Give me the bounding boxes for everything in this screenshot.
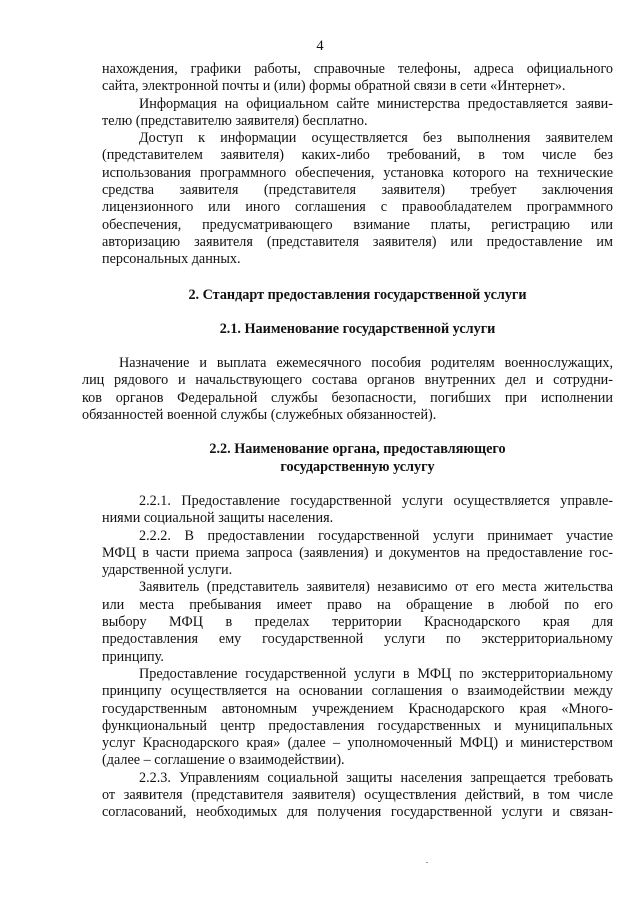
text-line: (далее – соглашение о взаимодействии).	[102, 752, 345, 769]
section-heading-2: 2. Стандарт предоставления государственной услуги	[188, 286, 527, 303]
mfc-paragraph	[102, 666, 613, 770]
scan-speck	[426, 862, 428, 863]
text-line: Предоставление государственной услуги в МФЦ по экстерриториальному	[139, 665, 613, 682]
text-line: 2.2.2. В предоставлении государственной услуги принимает участие	[139, 527, 613, 544]
applicant-paragraph	[102, 579, 613, 665]
paragraph-2-2-2	[102, 528, 613, 580]
text-line: лиц рядового и начальствующего состава органов внутренних дел и сотрудни-	[82, 372, 613, 389]
text-line: лицензионного или иного соглашения с правообладателем программного	[102, 199, 613, 216]
text-line: Доступ к информации осуществляется без выполнения заявителем	[139, 130, 613, 147]
service-name-paragraph	[82, 355, 613, 424]
text-line: функциональный центр предоставления государственных и муниципальных	[102, 717, 613, 734]
page-content	[82, 61, 613, 822]
text-line: предоставления ему государственной услуги по экстерриториальному	[102, 631, 613, 648]
text-line: средства заявителя (представителя заявителя) требует заключения	[102, 182, 613, 199]
free-info-paragraph	[102, 96, 613, 131]
text-line: принципу осуществляется на основании соглашения о взаимодействии между	[102, 683, 613, 700]
text-line: ниями социальной защиты населения.	[102, 510, 334, 527]
paragraph-2-2-3	[102, 770, 613, 822]
text-line: обеспечения, предусматривающего взимание платы, регистрацию или	[102, 216, 613, 233]
text-line: от заявителя (представителя заявителя) осуществления действий, в том числе	[102, 786, 613, 803]
text-line: ков органов Федеральной службы безопасности, погибших при исполнении	[82, 389, 613, 406]
text-line: использования программного обеспечения, установка которого на технические	[102, 164, 613, 181]
text-line: государственным автономным учреждением Краснодарского края «Много-	[102, 700, 613, 717]
text-line: принципу.	[102, 648, 164, 665]
text-line: 2.2.3. Управлениям социальной защиты населения запрещается требовать	[139, 769, 613, 786]
text-line: 2.2.1. Предоставление государственной услуги осуществляется управле-	[139, 492, 613, 509]
text-line: согласований, необходимых для получения государственной услуги и связан-	[102, 804, 613, 821]
text-line: сайта, электронной почты и (или) формы обратной связи в сети «Интернет».	[102, 78, 566, 95]
text-line: нахождения, графики работы, справочные телефоны, адреса официального	[102, 61, 613, 77]
text-line: МФЦ в части приема запроса (заявления) и документов на предоставление гос-	[102, 544, 613, 561]
paragraph-2-2-1	[102, 493, 613, 528]
text-line: или места пребывания имеет право на обращение в любой по его	[102, 596, 613, 613]
text-line: Заявитель (представитель заявителя) независимо от его места жительства	[139, 579, 613, 596]
section-heading-2-2-line2: государственную услугу	[280, 458, 435, 475]
access-paragraph	[102, 130, 613, 268]
intro-paragraph	[102, 61, 613, 96]
section-heading-2-2-line1: 2.2. Наименование органа, предоставляющего	[209, 441, 506, 458]
text-line: обязанностей военной службы (служебных обязанностей).	[82, 407, 437, 424]
text-line: выбору МФЦ в пределах территории Краснодарского края для	[102, 614, 613, 631]
text-line: Информация на официальном сайте министерства предоставляется заяви-	[139, 95, 613, 112]
text-line: (представителем заявителя) каких-либо требований, в том числе без	[102, 147, 613, 164]
text-line: телю (представителю заявителя) бесплатно.	[102, 112, 368, 129]
text-line: персональных данных.	[102, 251, 241, 268]
text-line: Назначение и выплата ежемесячного пособия родителям военнослужащих,	[119, 355, 613, 372]
text-line: авторизацию заявителя (представителя заявителя) или предоставление им	[102, 233, 613, 250]
text-line: услуг Краснодарского края» (далее – уполномоченный МФЦ) и министерством	[102, 735, 613, 752]
page-number: 4	[316, 38, 324, 54]
text-line: ударственной услуги.	[102, 562, 233, 579]
section-heading-2-1: 2.1. Наименование государственной услуги	[219, 320, 496, 337]
